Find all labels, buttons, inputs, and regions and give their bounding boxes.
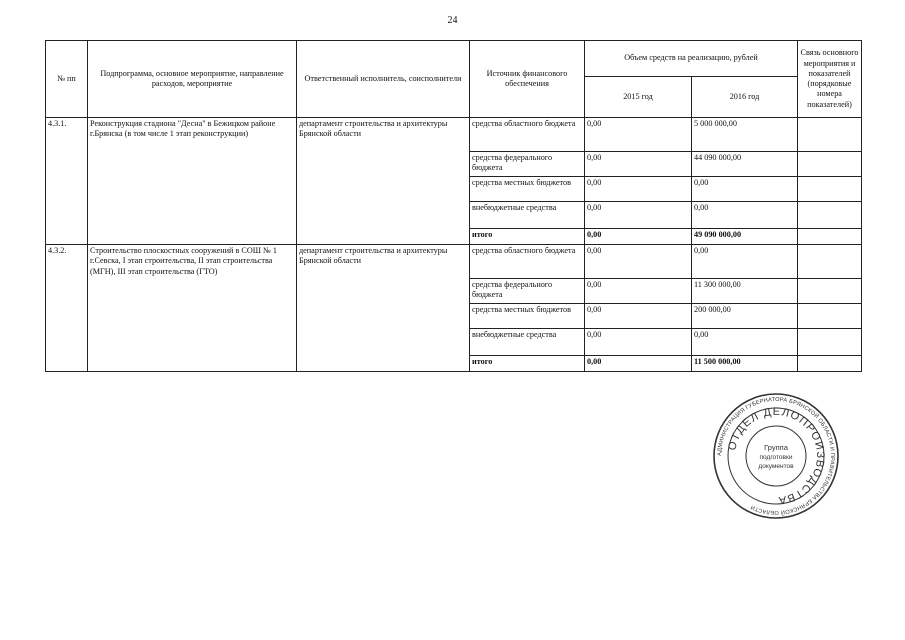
header-source: Источник финансового обеспечения <box>470 41 585 118</box>
budget-table <box>45 40 862 372</box>
amount-2016: 49 090 000,00 <box>692 229 798 245</box>
indicator-link <box>798 229 862 245</box>
indicator-link <box>798 356 862 372</box>
table-body <box>46 118 862 372</box>
program-name: Строительство плоскостных сооружений в СОШ № 1 г.Севска, I этап строительства, II этап строительства (МГН), III этап строительства (ГТО) <box>88 245 297 372</box>
indicator-link <box>798 245 862 279</box>
row-number: 4.3.2. <box>46 245 88 372</box>
row-number: 4.3.1. <box>46 118 88 245</box>
table-row <box>46 245 862 279</box>
funding-source: итого <box>470 356 585 372</box>
stamp-center-line3: документов <box>758 463 794 470</box>
header-program: Подпрограмма, основное мероприятие, направление расходов, мероприятие <box>88 41 297 118</box>
header-year-2015: 2015 год <box>585 77 692 118</box>
header-year-2016: 2016 год <box>692 77 798 118</box>
indicator-link <box>798 118 862 152</box>
amount-2016: 11 500 000,00 <box>692 356 798 372</box>
amount-2015: 0,00 <box>585 177 692 202</box>
indicator-link <box>798 279 862 304</box>
stamp-center-line1: Группа <box>764 443 788 452</box>
indicator-link <box>798 152 862 177</box>
amount-2016: 0,00 <box>692 245 798 279</box>
program-name: Реконструкция стадиона "Десна" в Бежицком районе г.Брянска (в том числе 1 этап реконструкции) <box>88 118 297 245</box>
funding-source: средства местных бюджетов <box>470 304 585 329</box>
header-funds: Объем средств на реализацию, рублей <box>585 41 798 77</box>
amount-2015: 0,00 <box>585 356 692 372</box>
official-stamp <box>712 392 840 520</box>
funding-source: средства федерального бюджета <box>470 152 585 177</box>
svg-text:ОТДЕЛ ДЕЛОПРОИЗВОДСТВА: ОТДЕЛ ДЕЛОПРОИЗВОДСТВА <box>726 405 827 507</box>
amount-2016: 44 090 000,00 <box>692 152 798 177</box>
amount-2015: 0,00 <box>585 152 692 177</box>
amount-2015: 0,00 <box>585 304 692 329</box>
indicator-link <box>798 177 862 202</box>
indicator-link <box>798 304 862 329</box>
funding-source: средства федерального бюджета <box>470 279 585 304</box>
header-link: Связь основного мероприятия и показателей (порядковые номера показателей) <box>798 41 862 118</box>
funding-source: средства местных бюджетов <box>470 177 585 202</box>
indicator-link <box>798 202 862 229</box>
amount-2016: 5 000 000,00 <box>692 118 798 152</box>
header-no: № пп <box>46 41 88 118</box>
funding-source: средства областного бюджета <box>470 118 585 152</box>
amount-2015: 0,00 <box>585 202 692 229</box>
amount-2016: 11 300 000,00 <box>692 279 798 304</box>
executor-name: департамент строительства и архитектуры Брянской области <box>297 245 470 372</box>
amount-2016: 200 000,00 <box>692 304 798 329</box>
funding-source: внебюджетные средства <box>470 202 585 229</box>
amount-2015: 0,00 <box>585 329 692 356</box>
amount-2015: 0,00 <box>585 245 692 279</box>
funding-source: итого <box>470 229 585 245</box>
amount-2015: 0,00 <box>585 279 692 304</box>
executor-name: департамент строительства и архитектуры Брянской области <box>297 118 470 245</box>
amount-2016: 0,00 <box>692 329 798 356</box>
page-number: 24 <box>447 15 458 26</box>
indicator-link <box>798 329 862 356</box>
amount-2015: 0,00 <box>585 229 692 245</box>
amount-2015: 0,00 <box>585 118 692 152</box>
svg-text:АДМИНИСТРАЦИЯ ГУБЕРНАТОРА БРЯН: АДМИНИСТРАЦИЯ ГУБЕРНАТОРА БРЯНСКОЙ ОБЛАСТИ И ПРАВИТЕЛЬСТВА БРЯНСКОЙ ОБЛАСТИ <box>716 396 836 516</box>
stamp-center-line2: подготовки <box>759 454 793 461</box>
table-row <box>46 118 862 152</box>
funding-source: средства областного бюджета <box>470 245 585 279</box>
funding-source: внебюджетные средства <box>470 329 585 356</box>
amount-2016: 0,00 <box>692 202 798 229</box>
amount-2016: 0,00 <box>692 177 798 202</box>
header-executor: Ответственный исполнитель, соисполнители <box>297 41 470 118</box>
